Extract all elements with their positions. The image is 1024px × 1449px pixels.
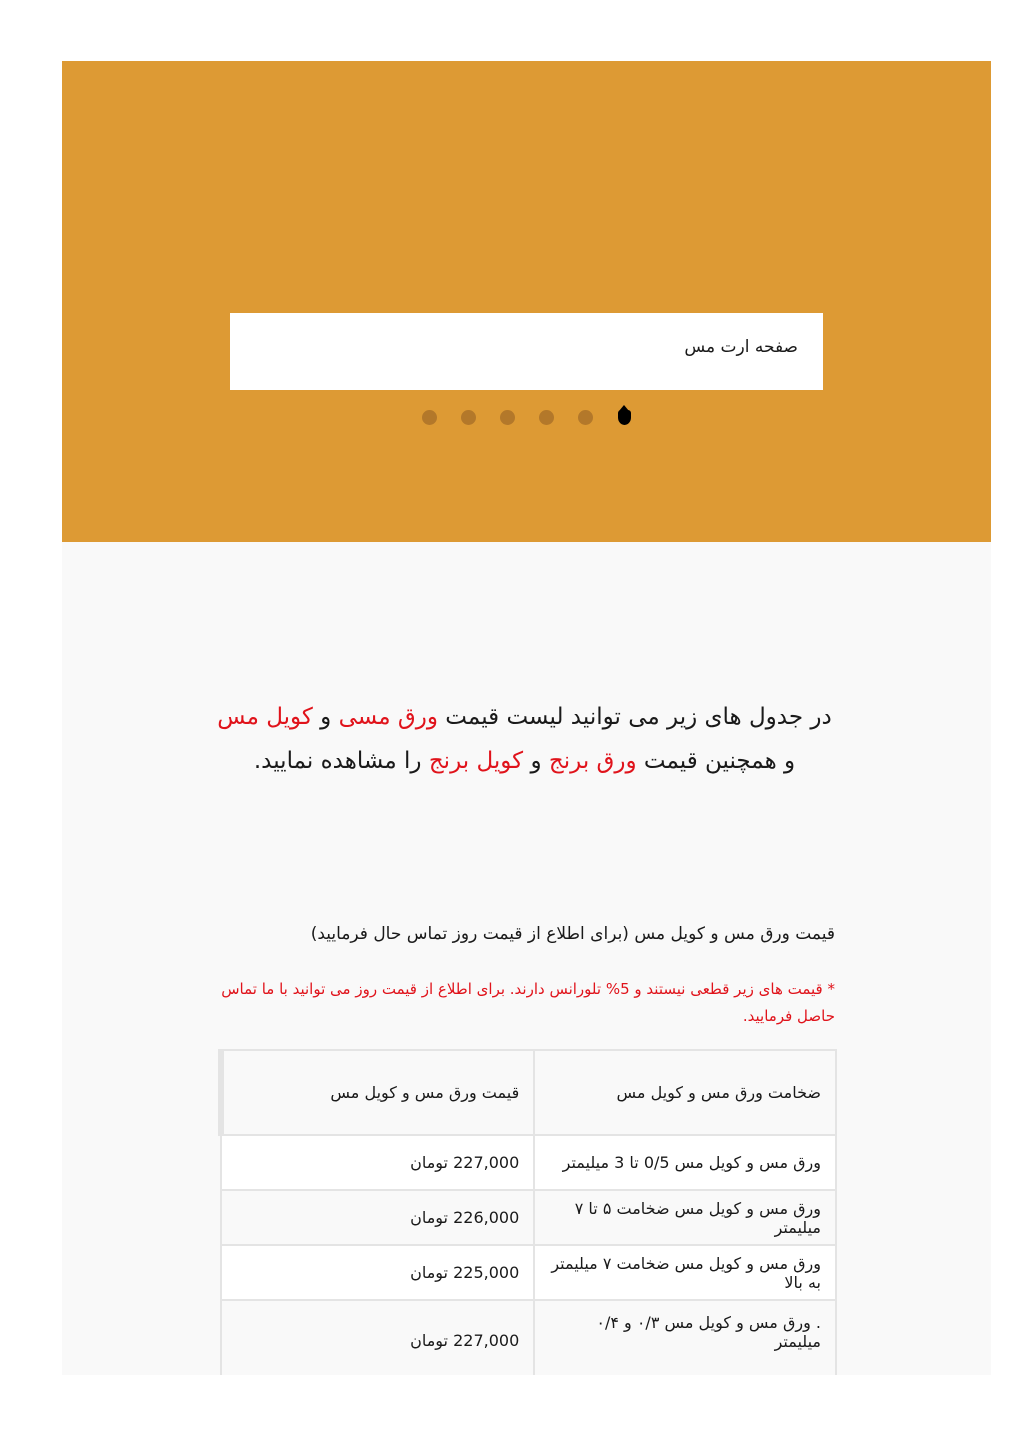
cell-price: 226,000 تومان: [221, 1190, 534, 1245]
slide-caption-card[interactable]: [230, 313, 823, 390]
header-price: قیمت ورق مس و کویل مس: [221, 1050, 534, 1135]
table-row: [221, 1245, 836, 1300]
table-header-row: [221, 1050, 836, 1135]
slider-pagination: [422, 410, 632, 426]
slide-title: صفحه ارت مس: [684, 337, 798, 357]
table-row: [221, 1135, 836, 1190]
table-row: [221, 1300, 836, 1375]
intro-paragraph: [212, 695, 837, 783]
cell-price: 227,000 تومان: [221, 1135, 534, 1190]
cell-thickness: ورق مس و کویل مس ضخامت ۷ میلیمتر به بالا: [534, 1245, 836, 1300]
link-brass-sheet[interactable]: ورق برنج: [548, 748, 637, 774]
cell-thickness: . ورق مس و کویل مس ۰/۳ و ۰/۴ میلیمتر: [534, 1300, 836, 1375]
price-disclaimer: * قیمت های زیر قطعی نیستند و 5% تلورانس دارند. برای اطلاع از قیمت روز می توانید با ما تماس حاصل فرمایید.: [221, 980, 835, 1025]
price-table: [218, 1049, 837, 1375]
intro-text-4: و: [523, 748, 549, 774]
intro-text-1: در جدول های زیر می توانید لیست قیمت: [438, 704, 832, 730]
slider-dot-6[interactable]: [422, 410, 437, 425]
link-brass-coil[interactable]: کویل برنج: [428, 748, 524, 774]
slider-dot-5[interactable]: [461, 410, 476, 425]
cell-thickness: ورق مس و کویل مس 0/5 تا 3 میلیمتر: [534, 1135, 836, 1190]
section-title: قیمت ورق مس و کویل مس (برای اطلاع از قیمت روز تماس حال فرمایید): [310, 924, 835, 944]
slider-dot-3[interactable]: [539, 410, 554, 425]
link-copper-sheet[interactable]: ورق مسی: [338, 704, 438, 730]
cell-price: 225,000 تومان: [221, 1245, 534, 1300]
cell-thickness: ورق مس و کویل مس ضخامت ۵ تا ۷ میلیمتر: [534, 1190, 836, 1245]
page-container: [62, 61, 991, 1375]
intro-text-3: و همچنین قیمت: [636, 748, 796, 774]
slider-dot-2[interactable]: [578, 410, 593, 425]
slider-dot-4[interactable]: [500, 410, 515, 425]
slider-dot-1[interactable]: [618, 410, 631, 425]
table-row: [221, 1190, 836, 1245]
header-thickness: ضخامت ورق مس و کویل مس: [534, 1050, 836, 1135]
intro-text-5: را مشاهده نمایید.: [253, 748, 429, 774]
intro-text-2: و: [312, 704, 339, 730]
hero-slider: [62, 61, 991, 542]
link-copper-coil[interactable]: کویل مس: [217, 704, 313, 730]
cell-price: 227,000 تومان: [221, 1300, 534, 1375]
